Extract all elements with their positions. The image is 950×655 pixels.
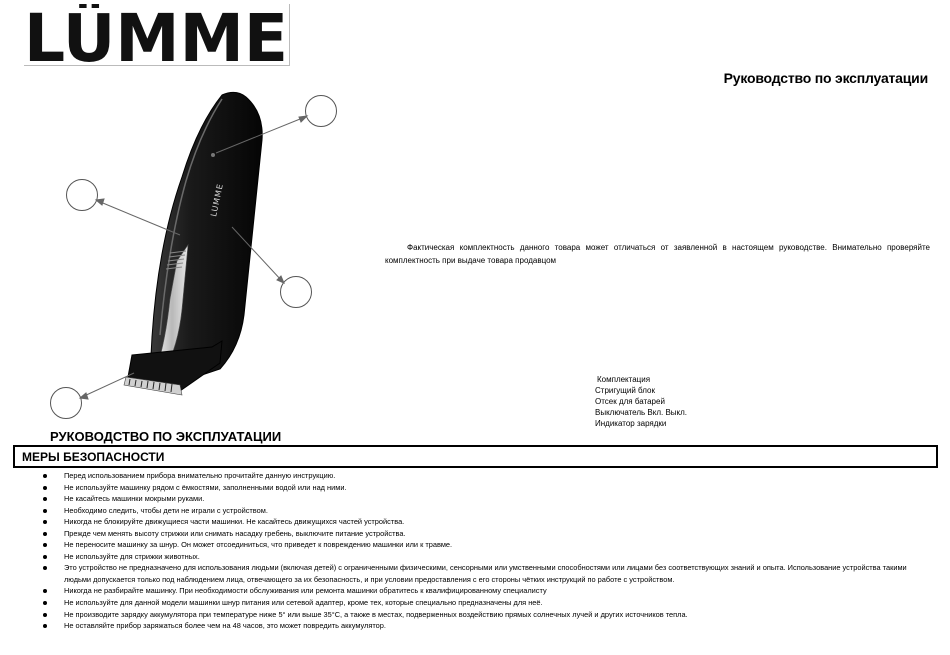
safety-rule: Не производите зарядку аккумулятора при температуре ниже 5° или выше 35°C, а также в местах, подверженных воздействию прямых солнечных лучей и других источников тепла. — [42, 609, 922, 621]
body-logo-text: LUMME — [209, 182, 225, 218]
safety-rule: Перед использованием прибора внимательно прочитайте данную инструкцию. — [42, 470, 922, 482]
safety-rule: Не используйте машинку рядом с ёмкостями, заполненными водой или над ними. — [42, 482, 922, 494]
components-list — [595, 374, 687, 429]
safety-rule: Это устройство не предназначено для использования людьми (включая детей) с ограниченными физическими, сенсорными или умственными способностями или лицами без соответствующих знаний и опыта. Использование устройства такими людьми допускается только под наблюдением лица, отвечающего за их безопасность, и при условии предоставления с его стороны чётких инструкций по работе с устройством. — [42, 562, 922, 585]
section-title: РУКОВОДСТВО ПО ЭКСПЛУАТАЦИИ — [50, 429, 282, 444]
safety-rule: Необходимо следить, чтобы дети не играли с устройством. — [42, 505, 922, 517]
safety-rule: Никогда не разбирайте машинку. При необходимости обслуживания или ремонта машинки обратитесь к квалифицированному специалисту — [42, 585, 922, 597]
brand-logo-text: LÜMME — [24, 4, 288, 66]
safety-rules-list — [42, 470, 922, 632]
safety-rule: Не переносите машинку за шнур. Он может отсоединиться, что приведет к повреждению машинки или к травме. — [42, 539, 922, 551]
safety-heading: МЕРЫ БЕЗОПАСНОСТИ — [22, 450, 165, 464]
safety-rule: Не используйте для стрижки животных. — [42, 551, 922, 563]
components-item: Индикатор зарядки — [595, 419, 667, 428]
manual-title: Руководство по эксплуатации — [723, 70, 928, 86]
safety-heading-box — [13, 445, 938, 468]
safety-rule: Никогда не блокируйте движущиеся части машинки. Не касайтесь движущихся частей устройства. — [42, 516, 922, 528]
components-item: Отсек для батарей — [595, 397, 665, 406]
safety-rule: Не оставляйте прибор заряжаться более чем на 48 часов, это может повредить аккумулятор. — [42, 620, 922, 632]
callout-circle — [306, 96, 337, 127]
safety-rule: Прежде чем менять высоту стрижки или снимать насадку гребень, выключите питание устройства. — [42, 528, 922, 540]
callout-circle — [67, 180, 98, 211]
components-title: Комплектация — [597, 375, 651, 384]
components-item: Стригущий блок — [595, 386, 655, 395]
callout-circle — [281, 277, 312, 308]
callout-circle — [51, 388, 82, 419]
safety-rule: Не касайтесь машинки мокрыми руками. — [42, 493, 922, 505]
safety-rule: Не используйте для данной модели машинки шнур питания или сетевой адаптер, кроме тех, которые специально предназначены для неё. — [42, 597, 922, 609]
components-item: Выключатель Вкл. Выкл. — [595, 408, 688, 417]
charge-indicator-dot — [211, 153, 215, 157]
brand-logo — [24, 4, 290, 66]
trimmer-illustration — [40, 85, 360, 425]
completeness-note: Фактическая комплектность данного товара может отличаться от заявленной в настоящем руководстве. Внимательно проверяйте комплектность при выдаче товара продавцом — [385, 243, 930, 265]
